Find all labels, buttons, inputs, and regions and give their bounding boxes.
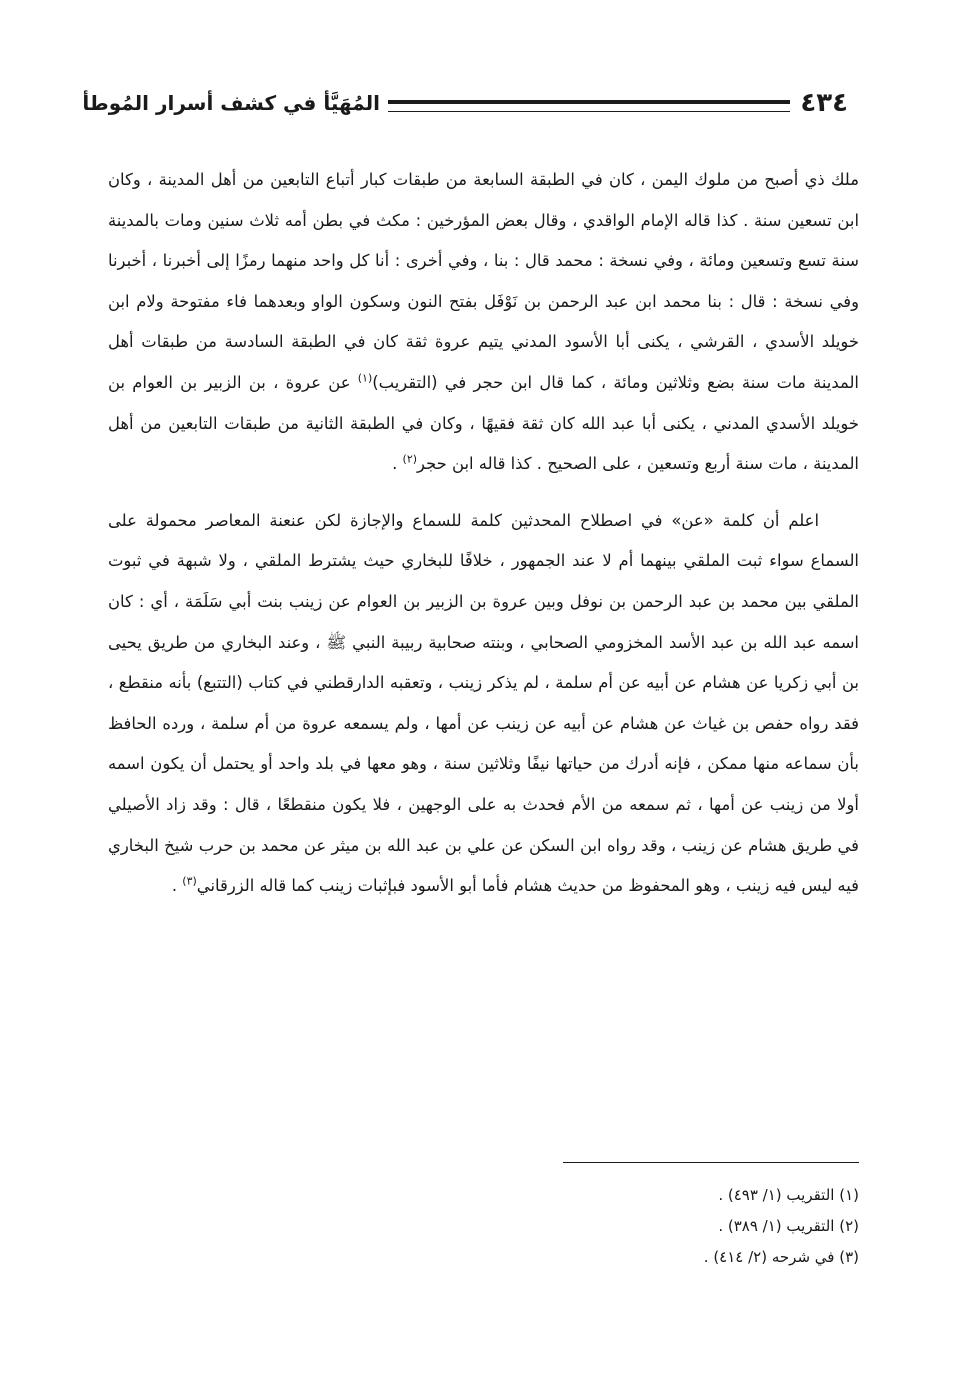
header-rule	[388, 100, 790, 112]
paragraph-1-end: .	[392, 454, 403, 474]
footnote-separator	[563, 1162, 859, 1163]
paragraph-2	[108, 501, 859, 907]
main-text	[108, 160, 859, 907]
footnote-1: (١) التقريب (١/ ٤٩٣) .	[718, 1186, 859, 1204]
footnote-3: (٣) في شرحه (٢/ ٤١٤) .	[703, 1248, 859, 1266]
footnote-ref-3: (٣)	[182, 874, 197, 888]
page-number: ٤٣٤	[800, 88, 848, 118]
paragraph-1-continuation: عن عروة ، بن الزبير بن العوام بن خويلد الأسدي المدني ، يكنى أبا عبد الله كان ثقة فقيهًا ، وكان في الطبقة الثانية من طبقات التابعين من أهل المدينة ، مات سنة أربع وتسعين ، على الصحيح . كذا قاله ابن حجر	[108, 372, 859, 474]
book-title: المُهَيَّأ في كشف أسرار المُوطأ	[82, 91, 380, 115]
paragraph-1	[108, 160, 859, 485]
footnote-2: (٢) التقريب (١/ ٣٨٩) .	[718, 1217, 859, 1235]
paragraph-2-end: .	[171, 876, 183, 896]
footnote-ref-1: (١)	[357, 371, 373, 385]
page-header	[82, 86, 848, 126]
paragraph-2-text: اعلم أن كلمة «عن» في اصطلاح المحدثين كلمة للسماع والإجازة لكن عنعنة المعاصر محمولة على السماع سواء ثبت الملقي بينهما أم لا عند الجمهور ، خلافًا للبخاري حيث يشترط الملقي ، ولا شبهة في ثبوت الملقي بين محمد بن عبد الرحمن بن نوفل وبين عروة بن الزبير بن العوام عن زينب بنت أبي سَلَمَة ، أي : كان اسمه عبد الله بن عبد الأسد المخزومي الصحابي ، وبنته صحابية ربيبة النبي ﷺ ، وعند البخاري من طريق يحيى بن أبي زكريا عن هشام عن أبيه عن أم سلمة ، لم يذكر زينب ، وتعقبه الدارقطني في كتاب (التتبع) بأنه منقطع ، فقد رواه حفص بن غياث عن هشام عن أبيه عن زينب عن أمها ، ولم يسمعه عروة من أم سلمة ، ورده الحافظ بأن سماعه منها ممكن ، فإنه أدرك من حياتها نيفًا وثلاثين سنة ، وهو معها في بلد واحد أو يحتمل أن يكون اسمه أولا من زينب عن أمها ، ثم سمعه من الأم فحدث به على الوجهين ، فلا يكون منقطعًا ، قال : وقد زاد الأصيلي في طريق هشام عن زينب ، وقد رواه ابن السكن عن علي بن عبد الله بن ميثر عن محمد بن حرب شيخ البخاري فيه ليس فيه زينب ، وهو المحفوظ من حديث هشام فأما أبو الأسود فبإثبات زينب كما قاله الزرقاني	[108, 510, 859, 896]
paragraph-1-text: ملك ذي أصبح من ملوك اليمن ، كان في الطبقة السابعة من طبقات كبار أتباع التابعين من أهل المدينة ، وكان ابن تسعين سنة . كذا قاله الإمام الواقدي ، وقال بعض المؤرخين : مكث في بطن أمه ثلاث سنين ومات بالمدينة سنة تسع وتسعين ومائة ، وفي نسخة : محمد قال : بنا ، وفي أخرى : أنا كل واحد منهما رمزًا إلى أخبرنا ، أخبرنا وفي نسخة : قال : بنا محمد ابن عبد الرحمن بن نَوْفَل بفتح النون وسكون الواو وبعدهما فاء مفتوحة ولام ابن خويلد الأسدي ، القرشي ، يكنى أبا الأسود المدني يتيم عروة ثقة كان في الطبقة السادسة من طبقات أهل المدينة مات سنة بضع وثلاثين ومائة ، كما قال ابن حجر في (التقريب)	[108, 170, 859, 392]
footnote-ref-2: (٢)	[402, 452, 418, 466]
footnotes	[259, 1180, 859, 1273]
